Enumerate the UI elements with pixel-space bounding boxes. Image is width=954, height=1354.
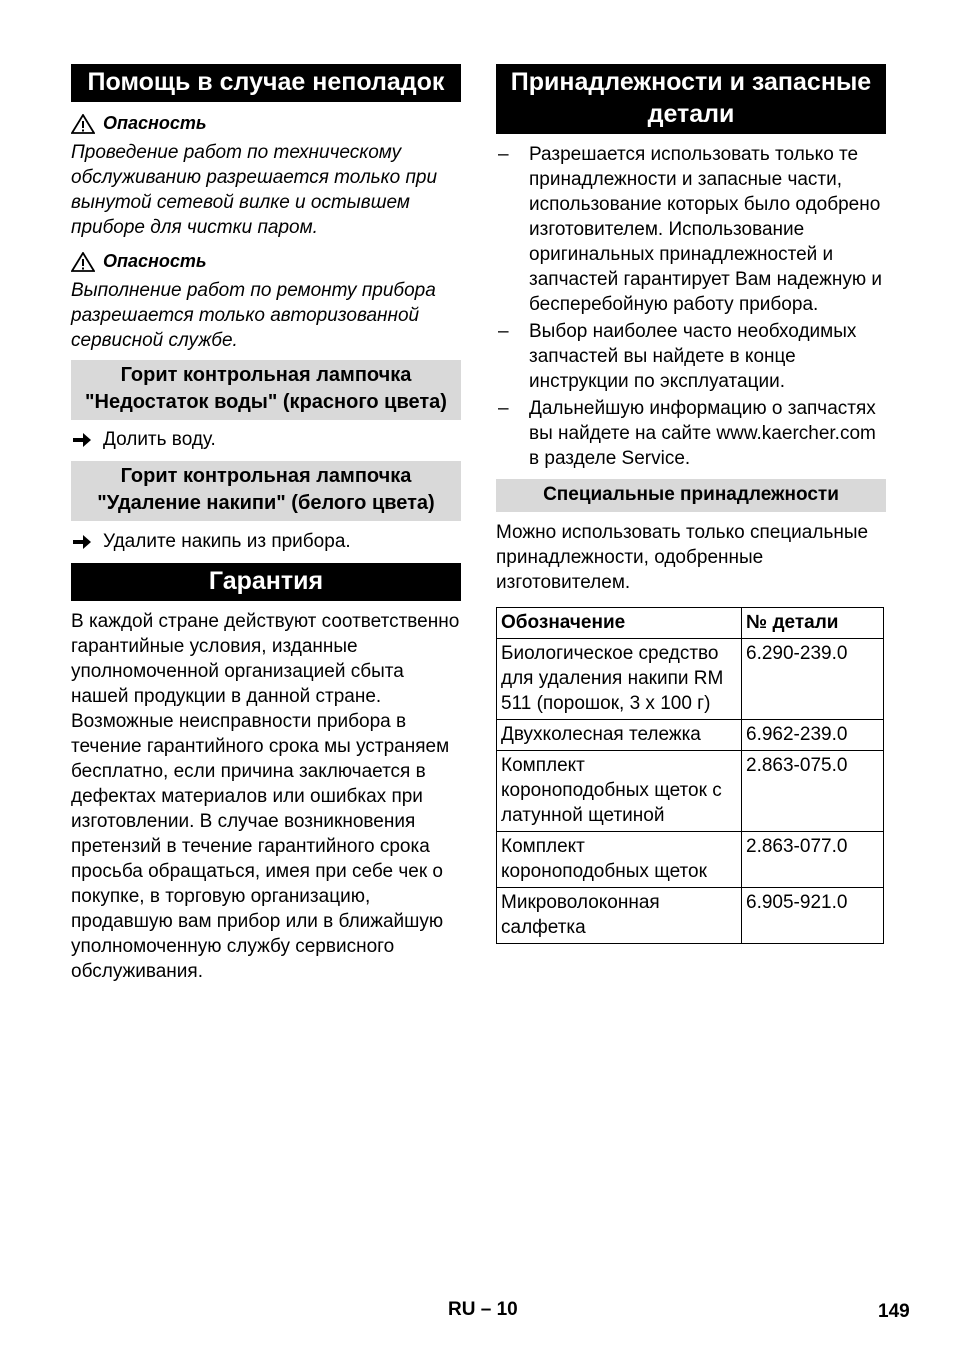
lamp-descale-action [71, 529, 461, 554]
table-row [497, 832, 884, 888]
cell-part-number: 6.290-239.0 [742, 639, 884, 720]
cell-part-number: 2.863-075.0 [742, 751, 884, 832]
troubleshooting-heading: Помощь в случае неполадок [71, 64, 461, 102]
special-accessories-text: Можно использовать только специальные принадлежности, одобренные изготовителем. [496, 522, 869, 593]
special-accessories-heading: Специальные принадлежности [496, 479, 886, 512]
danger-label-1: Опасность [103, 113, 207, 133]
warning-triangle-icon [71, 252, 95, 272]
lamp-water-heading: Горит контрольная лампочка "Недостаток воды" (красного цвета) [71, 360, 461, 420]
cell-part-number: 2.863-077.0 [742, 832, 884, 888]
table-row [497, 639, 884, 720]
list-item: – Разрешается использовать только те принадлежности и запасные части, использование которых было одобрено изготовителем. Использование оригинальных принадлежностей и запчастей гарантирует Вам надежную и бесперебойную работу прибора. [498, 144, 882, 315]
cell-designation: Комплект коронoподобных щеток [497, 832, 742, 888]
cell-designation: Биологическое средство для удаления накипи RM 511 (порошок, 3 x 100 г) [497, 639, 742, 720]
cell-designation: Комплект коронoподобных щеток с латунной щетиной [497, 751, 742, 832]
table-row [497, 751, 884, 832]
list-item: – Выбор наиболее часто необходимых запчастей вы найдете в конце инструкции по эксплуатации. [498, 321, 857, 392]
warranty-heading: Гарантия [71, 563, 461, 601]
cell-designation: Двухколесная тележка [497, 720, 742, 751]
page-number: 149 [878, 1301, 910, 1322]
arrow-right-icon [71, 532, 93, 552]
warranty-text: В каждой стране действуют соответственно гарантийные условия, изданные уполномоченной организацией сбыта нашей продукции в данной стране. Возможные неисправности прибора в течение гарантийного срока мы устраняем бесплатно, если причина заключается в дефектах материалов или ошибках при изготовлении. В случае возникновения претензий в течение гарантийного срока просьба обращаться, имея при себе чек о покупке, в торговую организацию, продавшую вам прибор или в ближайшую уполномоченную службу сервисного обслуживания. [71, 611, 460, 982]
table-row [497, 720, 884, 751]
lamp-descale-action-text: Удалите накипь из прибора. [103, 531, 351, 552]
lamp-water-action [71, 427, 461, 452]
danger-label-2: Опасность [103, 251, 207, 271]
warning-triangle-icon [71, 114, 95, 134]
accessories-list [496, 142, 886, 471]
cell-designation: Микроволоконная салфетка [497, 888, 742, 944]
accessories-table [496, 607, 884, 944]
danger-text-2: Выполнение работ по ремонту прибора разрешается только авторизованной сервисной службе. [71, 280, 436, 351]
table-header-row [497, 608, 884, 639]
column-header-part-number: № детали [742, 608, 884, 639]
left-column [71, 64, 461, 984]
accessories-heading: Принадлежности и запасные детали [496, 64, 886, 134]
list-item: – Дальнейшую информацию о запчастях вы найдете на сайте www.kaercher.com в разделе Service. [498, 398, 876, 469]
danger-notice-1 [71, 111, 461, 136]
right-column [496, 64, 886, 944]
lamp-descale-heading: Горит контрольная лампочка "Удаление накипи" (белого цвета) [71, 461, 461, 521]
arrow-right-icon [71, 430, 93, 450]
danger-text-1: Проведение работ по техническому обслуживанию разрешается только при вынутой сетевой вилке и остывшем приборе для чистки паром. [71, 142, 438, 238]
table-row [497, 888, 884, 944]
cell-part-number: 6.962-239.0 [742, 720, 884, 751]
column-header-designation: Обозначение [497, 608, 742, 639]
footer-language-page: RU – 10 [448, 1299, 518, 1320]
lamp-water-action-text: Долить воду. [103, 429, 216, 450]
danger-notice-2 [71, 249, 461, 274]
cell-part-number: 6.905-921.0 [742, 888, 884, 944]
